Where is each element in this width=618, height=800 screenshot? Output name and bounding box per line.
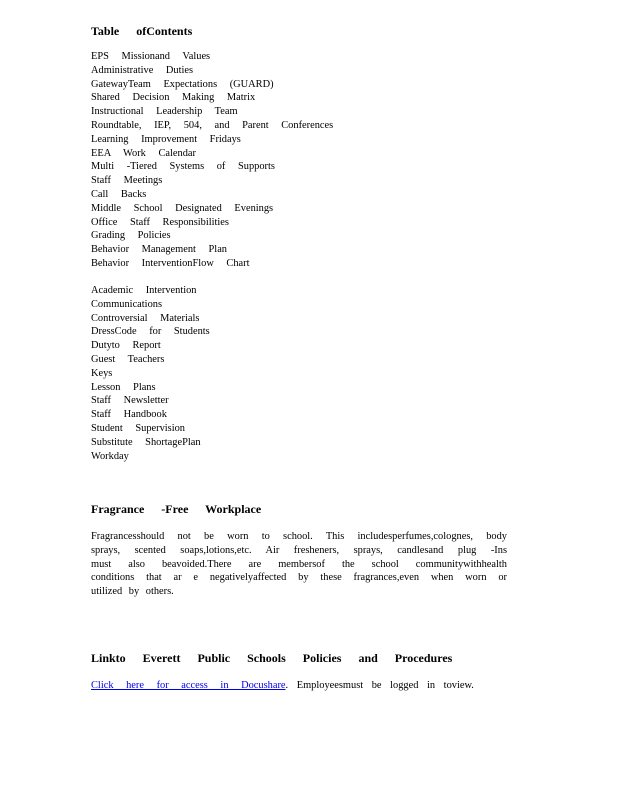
policies-heading: Linkto Everett Public Schools Policies and Procedures — [91, 651, 453, 665]
docushare-link[interactable]: Click here for access in Docushare — [91, 680, 286, 691]
toc-item: Instructional Leadership Team — [91, 106, 238, 118]
fragrance-line: sprays, scented soaps,lotions,etc. Air fresheners, sprays, candlesand plug -Ins — [91, 544, 507, 556]
toc-item: EPS Missionand Values — [91, 51, 211, 62]
toc-item: Behavior InterventionFlow Chart — [91, 257, 250, 269]
toc-item: Grading Policies — [91, 230, 171, 242]
toc-item: Student Supervision — [91, 422, 185, 434]
toc-item: Academic Intervention — [91, 285, 197, 296]
fragrance-line: utilized by others. — [91, 586, 174, 598]
toc-item: Communications — [91, 298, 162, 310]
fragrance-line: Fragrancesshould not be worn to school. This includesperfumes,colognes, body — [91, 531, 507, 542]
toc-item: Office Staff Responsibilities — [91, 216, 229, 228]
toc-item: Staff Handbook — [91, 409, 167, 421]
toc-item: Learning Improvement Fridays — [91, 133, 241, 145]
toc-item: Middle School Designated Evenings — [91, 202, 274, 214]
toc-item: GatewayTeam Expectations (GUARD) — [91, 78, 274, 90]
toc-item: Staff Newsletter — [91, 395, 169, 407]
fragrance-line: conditions that ar e negativelyaffected by these fragrances,even when worn or — [91, 572, 507, 584]
policies-link-line — [91, 679, 474, 693]
toc-item: Call Backs — [91, 188, 147, 200]
toc-item: Shared Decision Making Matrix — [91, 92, 256, 104]
toc-item: Guest Teachers — [91, 353, 165, 365]
toc-list-secondary — [91, 284, 210, 463]
toc-item: Multi -Tiered Systems of Supports — [91, 161, 275, 173]
toc-item: Controversial Materials — [91, 312, 200, 324]
fragrance-paragraph — [91, 530, 507, 599]
toc-item: Keys — [91, 367, 113, 379]
toc-item: Lesson Plans — [91, 381, 156, 393]
toc-item: Substitute ShortagePlan — [91, 436, 201, 448]
toc-list-primary — [91, 50, 333, 271]
fragrance-line: must also beavoided.There are membersof the school communitywithhealth — [91, 558, 507, 570]
fragrance-heading: Fragrance -Free Workplace — [91, 502, 262, 516]
login-note: . Employeesmust be logged in toview. — [285, 680, 474, 691]
toc-item: Dutyto Report — [91, 340, 161, 352]
toc-item: Roundtable, IEP, 504, and Parent Conferences — [91, 119, 334, 131]
toc-item: DressCode for Students — [91, 326, 210, 338]
toc-item: Workday — [91, 450, 129, 462]
toc-item: EEA Work Calendar — [91, 147, 196, 159]
toc-item: Administrative Duties — [91, 64, 194, 76]
toc-item: Staff Meetings — [91, 175, 163, 187]
toc-heading: Table ofContents — [91, 24, 193, 38]
toc-item: Behavior Management Plan — [91, 244, 227, 256]
